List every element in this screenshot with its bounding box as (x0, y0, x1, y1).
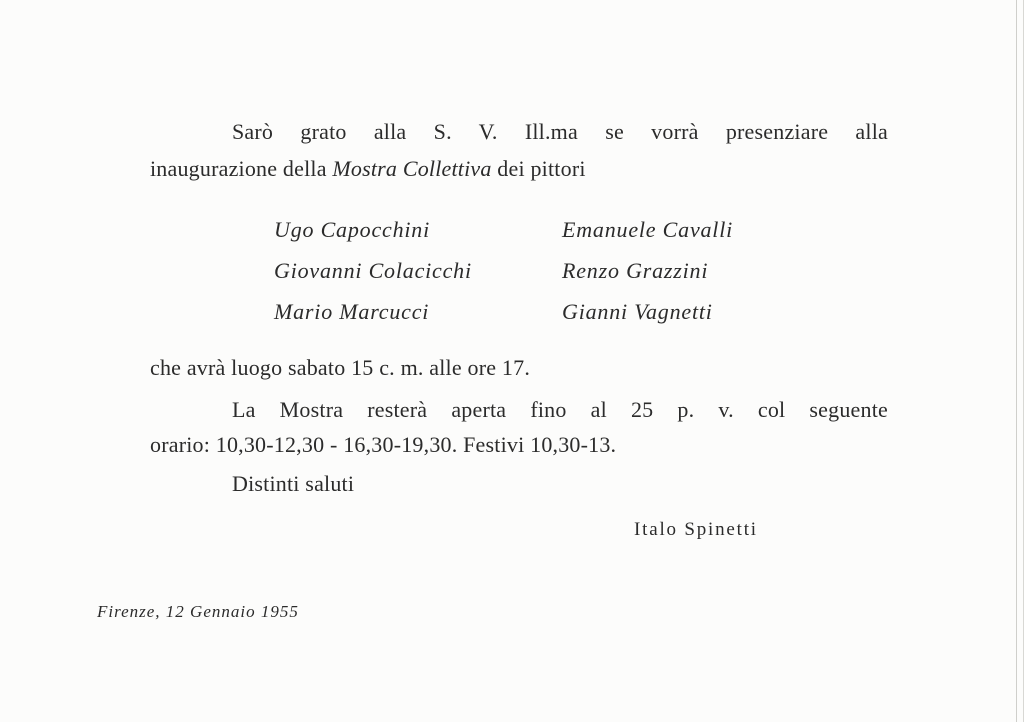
painter-name: Giovanni Colacicchi (274, 258, 472, 283)
paragraph-1-line-2-text-a: inaugurazione della (150, 156, 333, 181)
painter-name: Ugo Capocchini (274, 217, 431, 242)
signature: Italo Spinetti (634, 519, 758, 540)
paragraph-2: che avrà luogo sabato 15 c. m. alle ore 17. (150, 355, 531, 380)
paragraph-1-line-2 (150, 155, 586, 183)
dateline: Firenze, 12 Gennaio 1955 (97, 602, 299, 621)
painter-name: Emanuele Cavalli (562, 217, 734, 242)
paragraph-3-line-1: La Mostra resterà aperta fino al 25 p. v. col seguente (232, 397, 888, 422)
closing-salutation: Distinti saluti (232, 471, 355, 496)
paragraph-1-line-2-text-b: dei pittori (491, 156, 586, 181)
painter-name: Renzo Grazzini (562, 258, 709, 283)
painter-name: Gianni Vagnetti (562, 299, 713, 324)
paragraph-1-line-1: Sarò grato alla S. V. Ill.ma se vorrà presenziare alla (232, 119, 888, 144)
painter-name: Mario Marcucci (274, 299, 430, 324)
paragraph-3-line-2: orario: 10,30-12,30 - 16,30-19,30. Festivi 10,30-13. (150, 432, 617, 457)
exhibition-title: Mostra Collettiva (332, 156, 492, 181)
card-edge (1016, 0, 1017, 722)
